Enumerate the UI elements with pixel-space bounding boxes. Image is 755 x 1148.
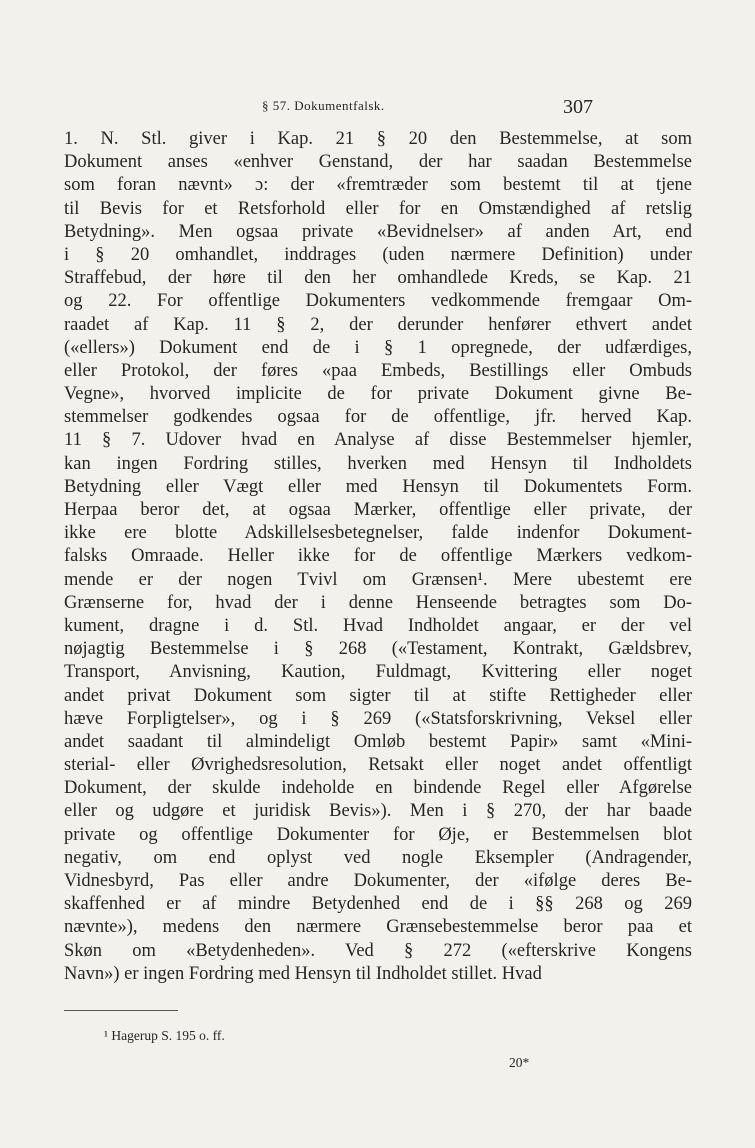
running-head (0, 98, 755, 120)
text-line: hæve Forpligtelser», og i § 269 («Statsforskrivning, Veksel eller (64, 708, 692, 729)
text-line: Betydning eller Vægt eller med Hensyn til Dokumentets Form. (64, 476, 692, 497)
text-line: sterial- eller Øvrighedsresolution, Retsakt eller noget andet offentligt (64, 755, 692, 776)
text-line: Navn») er ingen Fordring med Hensyn til Indholdet stillet. Hvad (64, 963, 542, 984)
text-line: Betydning». Men ogsaa private «Bevidnelser» af anden Art, end (64, 221, 692, 242)
text-line: eller Protokol, der føres «paa Embeds, Bestillings eller Ombuds (64, 360, 692, 381)
text-line: negativ, om end oplyst ved nogle Eksempler (Andragender, (64, 847, 692, 868)
text-line: skaffenhed er af mindre Betydenhed end de i §§ 268 og 269 (64, 894, 692, 915)
text-line: Straffebud, der høre til den her omhandlede Kreds, se Kap. 21 (64, 268, 692, 289)
text-line: Vegne», hvorved implicite de for private Dokument givne Be- (64, 384, 692, 405)
text-line: i § 20 omhandlet, inddrages (uden nærmere Definition) under (64, 244, 692, 265)
text-line: mende er der nogen Tvivl om Grænsen¹. Mere ubestemt ere (64, 569, 692, 590)
text-line: raadet af Kap. 11 § 2, der derunder henfører ethvert andet (64, 314, 692, 335)
text-line: Vidnesbyrd, Pas eller andre Dokumenter, der «ifølge deres Be- (64, 871, 692, 891)
body-text (64, 128, 692, 986)
text-line: andet privat Dokument som sigter til at stifte Rettigheder eller (64, 685, 692, 706)
text-line: Grænserne for, hvad der i denne Henseende betragtes som Do- (64, 592, 692, 613)
signature-mark: 20* (509, 1055, 530, 1070)
text-line: Skøn om «Betydenheden». Ved § 272 («efterskrive Kongens (64, 940, 692, 961)
text-line: falsks Omraade. Heller ikke for de offentlige Mærkers vedkom- (64, 546, 692, 567)
text-line: eller og udgøre et juridisk Bevis»). Men i § 270, der har baade (64, 801, 692, 822)
text-line: stemmelser godkendes ogsaa for de offentlige, jfr. herved Kap. (64, 407, 692, 428)
text-line: («ellers») Dokument end de i § 1 opregnede, der udfærdiges, (64, 337, 692, 358)
text-line: kan ingen Fordring stilles, hverken med Hensyn til Indholdets (64, 453, 692, 474)
footnote-rule (64, 1010, 178, 1011)
section-heading: § 57. Dokumentfalsk. (262, 98, 385, 113)
text-line: til Bevis for et Retsforhold eller for en Omstændighed af retslig (64, 198, 692, 219)
text-line: Herpaa beror det, at ogsaa Mærker, offentlige eller private, der (64, 500, 692, 520)
text-line: Dokument anses «enhver Genstand, der har saadan Bestemmelse (64, 152, 692, 173)
text-line: og 22. For offentlige Dokumenters vedkommende fremgaar Om- (64, 291, 692, 312)
footnote: ¹ Hagerup S. 195 o. ff. (104, 1028, 225, 1043)
text-line: nøjagtig Bestemmelse i § 268 («Testament, Kontrakt, Gældsbrev, (64, 639, 692, 660)
text-line: nævnte»), medens den nærmere Grænsebestemmelse beror paa et (64, 917, 692, 938)
text-line: Dokument, der skulde indeholde en bindende Regel eller Afgørelse (64, 778, 692, 799)
text-line: 1. N. Stl. giver i Kap. 21 § 20 den Bestemmelse, at som (64, 129, 692, 149)
text-line: andet saadant til almindeligt Omløb bestemt Papir» samt «Mini- (64, 731, 692, 752)
text-line: Transport, Anvisning, Kaution, Fuldmagt, Kvittering eller noget (64, 662, 692, 683)
text-line: som foran nævnt» ɔ: der «fremtræder som bestemt til at tjene (64, 175, 692, 196)
text-line: kument, dragne i d. Stl. Hvad Indholdet angaar, er der vel (64, 615, 692, 636)
text-line: private og offentlige Dokumenter for Øje, er Bestemmelsen blot (64, 824, 692, 845)
text-line: 11 § 7. Udover hvad en Analyse af disse Bestemmelser hjemler, (64, 430, 692, 451)
text-line: ikke ere blotte Adskillelsesbetegnelser, falde indenfor Dokument- (64, 523, 692, 544)
page-number: 307 (563, 96, 593, 118)
